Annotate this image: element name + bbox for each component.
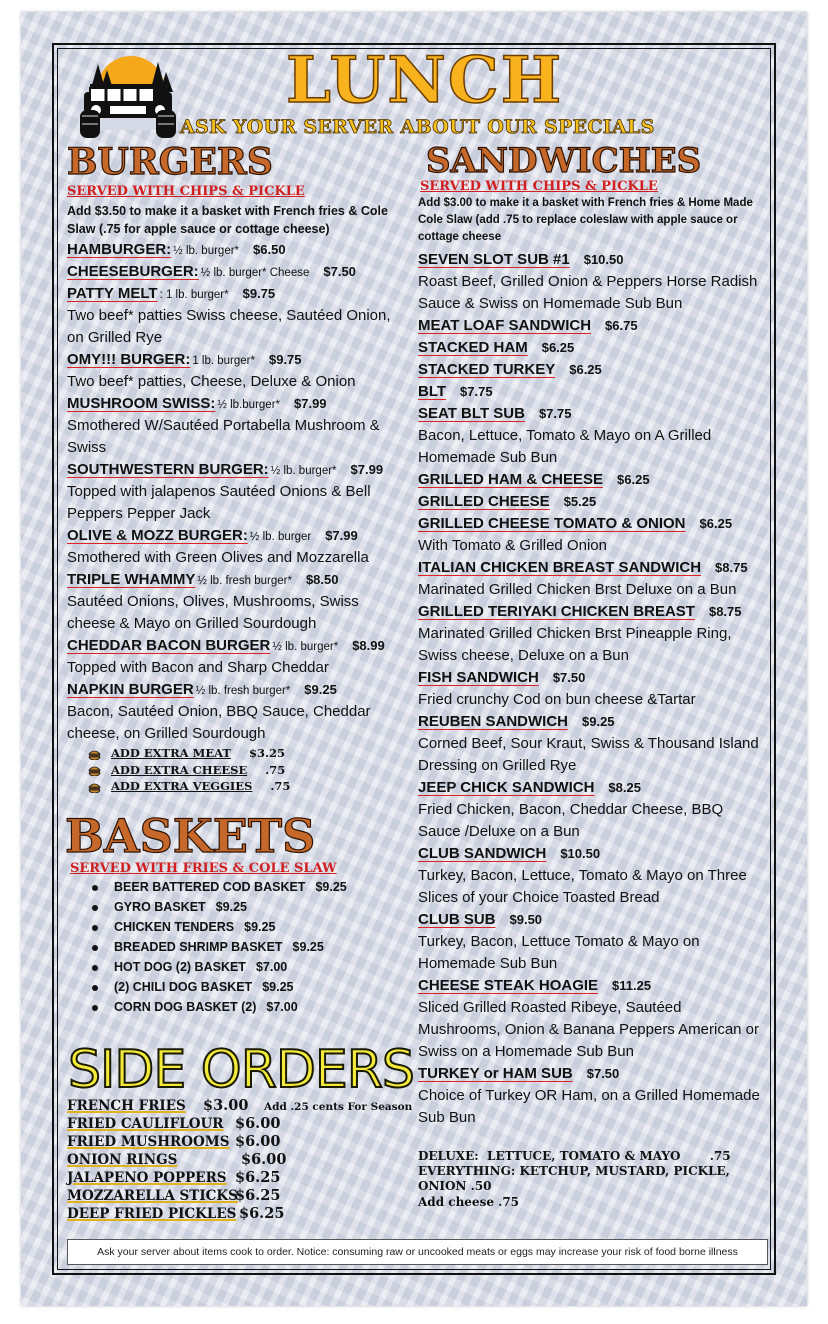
menu-item-header (67, 261, 409, 283)
menu-item (418, 249, 763, 315)
menu-item-size: ½ lb. burger* (173, 245, 240, 257)
extra-item-price: .75 (265, 762, 286, 777)
menu-item (418, 381, 763, 403)
side-item (67, 1151, 287, 1169)
menu-item-price: $8.99 (352, 638, 385, 653)
menu-item-header (418, 557, 763, 579)
menu-item-price: $6.25 (699, 516, 733, 531)
menu-item-header (418, 315, 763, 337)
side-item (67, 1205, 285, 1223)
menu-item-price: $11.25 (612, 978, 652, 993)
menu-item (418, 469, 763, 491)
menu-item (418, 601, 763, 667)
menu-item-price: $9.75 (268, 352, 302, 367)
menu-item (418, 843, 763, 909)
menu-item-description: Choice of Turkey OR Ham, on a Grilled Homemade Sub Bun (418, 1087, 760, 1126)
menu-item-name: TRIPLE WHAMMY (67, 571, 196, 588)
menu-item-name: HAMBURGER: (67, 241, 172, 258)
menu-item-description: Smothered W/Sautéed Portabella Mushroom & Swiss (67, 417, 380, 456)
basket-item-price: $9.25 (262, 980, 294, 994)
menu-item-size: ½ lb. burger* (270, 465, 337, 477)
bullet-icon (92, 985, 98, 991)
menu-item-price: $8.25 (608, 780, 641, 795)
side-item (67, 1097, 413, 1115)
menu-item-name: TURKEY or HAM SUB (418, 1065, 573, 1082)
menu-item-name: GRILLED CHEESE TOMATO & ONION (418, 515, 686, 532)
menu-item-size: ½ lb. burger* (272, 641, 339, 653)
menu-item-price: $8.50 (305, 572, 339, 587)
menu-item-name: CLUB SUB (418, 911, 496, 928)
jeep-sunset-logo-icon (76, 52, 182, 142)
menu-item-price: $7.50 (586, 1066, 620, 1081)
menu-item-header (67, 569, 409, 591)
basket-item (90, 877, 347, 897)
basket-item (90, 937, 347, 957)
basket-item-name: GYRO BASKET (114, 900, 206, 914)
bullet-icon (92, 945, 98, 951)
menu-item-name: GRILLED TERIYAKI CHICKEN BREAST (418, 603, 695, 620)
menu-item-header (418, 711, 763, 733)
basket-item-price: $7.00 (266, 1000, 298, 1014)
menu-item-description: Corned Beef, Sour Kraut, Swiss & Thousand Island Dressing on Grilled Rye (418, 735, 759, 774)
menu-item (418, 711, 763, 777)
bullet-icon (92, 885, 98, 891)
menu-item-price: $7.50 (552, 670, 586, 685)
baskets-list (90, 877, 347, 1017)
burgers-basket-note: Add $3.50 to make it a basket with French fries & Cole Slaw (.75 for apple sauce or cottage cheese) (67, 204, 388, 236)
side-orders-list (67, 1097, 413, 1223)
menu-item-header (418, 249, 763, 271)
basket-item-name: BEER BATTERED COD BASKET (114, 880, 306, 894)
bullet-icon (92, 925, 98, 931)
extra-item-price: .75 (270, 779, 291, 793)
menu-item (67, 569, 409, 635)
extra-item (88, 745, 290, 762)
extra-item-price: $3.25 (248, 746, 285, 760)
menu-item-header (418, 381, 763, 403)
add-cheese-line: Add cheese .75 (418, 1195, 520, 1209)
side-item-price: $3.00 (203, 1097, 249, 1114)
side-item-price: $6.00 (235, 1133, 281, 1150)
menu-item-header (418, 403, 763, 425)
menu-item (67, 349, 409, 393)
extra-item (88, 778, 290, 795)
menu-item-header (418, 601, 763, 623)
menu-item-header (67, 525, 409, 547)
basket-item-price: $7.00 (255, 960, 288, 974)
menu-item-description: Sliced Grilled Roasted Ribeye, Sautéed Mushrooms, Onion & Banana Peppers American or Swiss on a Homemade Sub Bun (418, 999, 760, 1060)
deluxe-note (418, 1149, 758, 1210)
menu-item-header (418, 777, 763, 799)
basket-item-name: CHICKEN TENDERS (114, 920, 235, 934)
menu-item (67, 393, 409, 459)
menu-item-price: $9.25 (304, 682, 337, 697)
menu-title: LUNCH (286, 43, 564, 118)
deluxe-line: DELUXE: LETTUCE, TOMATO & MAYO .75 (418, 1149, 731, 1163)
menu-item-description: Marinated Grilled Chicken Brst Deluxe on a Bun (418, 581, 737, 598)
sandwiches-basket-note: Add $3.00 to make it a basket with French fries & Home Made Cole Slaw (add .75 to replace coleslaw with apple sauce or cottage cheese (418, 197, 753, 243)
menu-item-name: OLIVE & MOZZ BURGER: (67, 527, 248, 544)
menu-item (418, 513, 763, 557)
menu-item (418, 557, 763, 601)
menu-item-price: $8.75 (708, 604, 742, 619)
basket-item-name: CORN DOG BASKET (2) (114, 1000, 257, 1014)
menu-item-description: Fried Chicken, Bacon, Cheddar Cheese, BBQ Sauce /Deluxe on a Bun (418, 801, 724, 840)
side-item (67, 1187, 281, 1205)
burgers-title: BURGERS (67, 141, 273, 183)
menu-item-header (67, 283, 409, 305)
burger-icon (88, 749, 101, 760)
menu-item-name: BLT (418, 383, 447, 400)
menu-item-name: JEEP CHICK SANDWICH (418, 779, 595, 796)
burgers-subtitle: SERVED WITH CHIPS & PICKLE (67, 184, 305, 199)
menu-item-description: Topped with Bacon and Sharp Cheddar (67, 659, 329, 676)
menu-item (67, 283, 409, 349)
burger-icon (88, 782, 101, 793)
menu-item-description: Two beef* patties Swiss cheese, Sautéed Onion, on Grilled Rye (67, 307, 391, 346)
menu-item (418, 975, 763, 1063)
menu-item-header (418, 337, 763, 359)
side-item-price: $6.25 (235, 1187, 281, 1204)
menu-item-description: Bacon, Sautéed Onion, BBQ Sauce, Cheddar cheese, on Grilled Sourdough (67, 703, 371, 742)
bullet-icon (92, 965, 98, 971)
menu-item-name: SOUTHWESTERN BURGER: (67, 461, 269, 478)
menu-item (418, 909, 763, 975)
menu-item-header (67, 349, 409, 371)
menu-item-description: Turkey, Bacon, Lettuce Tomato & Mayo on Homemade Sub Bun (418, 933, 700, 972)
menu-item (418, 777, 763, 843)
side-item (67, 1133, 281, 1151)
menu-item (67, 525, 409, 569)
menu-item-name: CHEDDAR BACON BURGER (67, 637, 271, 654)
menu-item (418, 1063, 763, 1129)
menu-item-price: $10.50 (560, 846, 601, 861)
menu-item (67, 261, 409, 283)
sandwiches-title: SANDWICHES (426, 141, 702, 181)
menu-item-size: ½ lb. fresh burger* (197, 575, 292, 587)
bullet-icon (92, 905, 98, 911)
side-item-price: $6.25 (235, 1169, 281, 1186)
side-item-name: ONION RINGS (67, 1152, 178, 1168)
menu-item-header (67, 679, 409, 701)
basket-item-price: $9.25 (244, 920, 276, 934)
burger-list (67, 239, 409, 745)
basket-item-name: BREADED SHRIMP BASKET (114, 940, 283, 954)
extra-item-label: ADD EXTRA VEGGIES (111, 779, 253, 793)
basket-item (90, 957, 347, 977)
menu-item-name: GRILLED CHEESE (418, 493, 550, 510)
basket-item (90, 917, 347, 937)
side-item-price: $6.25 (239, 1205, 285, 1222)
menu-item-description: Roast Beef, Grilled Onion & Peppers Horse Radish Sauce & Swiss on Homemade Sub Bun (418, 273, 758, 312)
menu-item-header (418, 491, 763, 513)
menu-item-name: MUSHROOM SWISS: (67, 395, 216, 412)
everything-line: EVERYTHING: KETCHUP, MUSTARD, PICKLE, ONION .50 (418, 1164, 730, 1193)
sandwich-list (418, 249, 763, 1129)
menu-item-header (418, 359, 763, 381)
menu-item-name: CHEESEBURGER: (67, 263, 199, 280)
side-item-name: FRIED MUSHROOMS (67, 1134, 230, 1150)
menu-item-name: SEAT BLT SUB (418, 405, 525, 422)
menu-item-name: REUBEN SANDWICH (418, 713, 568, 730)
menu-item (67, 239, 409, 261)
menu-item-price: $9.75 (242, 286, 276, 301)
menu-item-name: NAPKIN BURGER (67, 681, 194, 698)
menu-item-price: $7.75 (538, 406, 572, 421)
menu-item-price: $9.50 (509, 912, 543, 927)
menu-item-price: $10.50 (583, 252, 624, 267)
food-safety-notice: Ask your server about items cook to order. Notice: consuming raw or uncooked meats or eggs may increase your risk of food borne illness (67, 1239, 768, 1265)
basket-item-name: HOT DOG (2) BASKET (114, 960, 246, 974)
side-item-note: Add .25 cents For Season (264, 1101, 413, 1113)
menu-item-header (418, 513, 763, 535)
menu-item-header (67, 459, 409, 481)
menu-item-price: $6.25 (569, 362, 602, 377)
menu-item-name: CHEESE STEAK HOAGIE (418, 977, 599, 994)
menu-item-price: $6.25 (617, 472, 650, 487)
extra-item-label: ADD EXTRA MEAT (111, 746, 231, 760)
menu-item-size: : 1 lb. burger* (159, 289, 229, 301)
menu-item-size: ½ lb. fresh burger* (195, 685, 291, 697)
menu-item (67, 459, 409, 525)
menu-item-description: Sautéed Onions, Olives, Mushrooms, Swiss cheese & Mayo on Grilled Sourdough (67, 593, 359, 632)
bullet-icon (92, 1005, 98, 1011)
side-item-name: FRENCH FRIES (67, 1098, 186, 1114)
side-orders-title: SIDE ORDERS (68, 1040, 414, 1100)
menu-item-price: $8.75 (715, 560, 748, 575)
burger-icon (88, 765, 101, 776)
menu-item-name: GRILLED HAM & CHEESE (418, 471, 604, 488)
side-item (67, 1169, 281, 1187)
menu-item (418, 315, 763, 337)
menu-item-description: Bacon, Lettuce, Tomato & Mayo on A Grilled Homemade Sub Bun (418, 427, 712, 466)
menu-item-name: STACKED TURKEY (418, 361, 556, 378)
menu-item-header (418, 469, 763, 491)
side-item-name: FRIED CAULIFLOUR (67, 1116, 224, 1132)
menu-item-header (67, 239, 409, 261)
baskets-subtitle: SERVED WITH FRIES & COLE SLAW (70, 861, 337, 876)
basket-item-price: $9.25 (215, 900, 247, 914)
burger-extras (88, 745, 290, 795)
basket-item (90, 897, 347, 917)
menu-item-price: $7.50 (323, 264, 356, 279)
menu-item-name: ITALIAN CHICKEN BREAST SANDWICH (418, 559, 702, 576)
menu-item (67, 635, 409, 679)
menu-item-description: Turkey, Bacon, Lettuce, Tomato & Mayo on Three Slices of your Choice Toasted Bread (418, 867, 747, 906)
menu-item-description: With Tomato & Grilled Onion (418, 537, 607, 554)
menu-item-price: $7.75 (460, 384, 493, 399)
menu-item-price: $9.25 (582, 714, 615, 729)
menu-item-description: Topped with jalapenos Sautéed Onions & Bell Peppers Pepper Jack (67, 483, 371, 522)
basket-item-price: $9.25 (292, 940, 324, 954)
menu-item-price: $7.99 (294, 396, 327, 411)
menu-item (418, 359, 763, 381)
menu-item-header (418, 843, 763, 865)
menu-item-size: ½ lb. burger (249, 531, 312, 543)
side-item-price: $6.00 (241, 1151, 287, 1168)
menu-item-name: SEVEN SLOT SUB #1 (418, 251, 570, 268)
menu-item (418, 337, 763, 359)
extra-item (88, 762, 290, 779)
menu-item-name: FISH SANDWICH (418, 669, 539, 686)
menu-item-size: ½ lb.burger* (217, 399, 280, 411)
menu-item-name: STACKED HAM (418, 339, 528, 356)
menu-item-header (67, 635, 409, 657)
menu-item-price: $5.25 (563, 494, 597, 509)
menu-item-size: ½ lb. burger* Cheese (200, 267, 310, 279)
basket-item-name: (2) CHILI DOG BASKET (114, 980, 253, 994)
menu-item-header (418, 667, 763, 689)
side-item-name: MOZZARELLA STICKS (67, 1188, 238, 1204)
side-item (67, 1115, 281, 1133)
menu-item-name: MEAT LOAF SANDWICH (418, 317, 592, 334)
extra-item-label: ADD EXTRA CHEESE (111, 762, 248, 777)
basket-item-price: $9.25 (315, 880, 347, 894)
side-item-name: DEEP FRIED PICKLES (67, 1206, 237, 1222)
menu-item-description: Marinated Grilled Chicken Brst Pineapple Ring, Swiss cheese, Deluxe on a Bun (418, 625, 732, 664)
menu-item-price: $7.99 (350, 462, 384, 477)
menu-item (418, 667, 763, 711)
menu-item-size: 1 lb. burger* (192, 355, 255, 367)
menu-item (418, 491, 763, 513)
menu-item (67, 679, 409, 745)
side-item-price: $6.00 (235, 1115, 281, 1132)
menu-item-price: $6.50 (253, 242, 286, 257)
menu-item-description: Two beef* patties, Cheese, Deluxe & Onion (67, 373, 356, 390)
menu-item (418, 403, 763, 469)
menu-item-header (418, 975, 763, 997)
menu-item-name: PATTY MELT (67, 285, 158, 302)
menu-item-header (67, 393, 409, 415)
menu-item-price: $6.25 (541, 340, 575, 355)
menu-item-header (418, 1063, 763, 1085)
menu-item-price: $7.99 (325, 528, 358, 543)
menu-item-name: OMY!!! BURGER: (67, 351, 191, 368)
menu-item-description: Smothered with Green Olives and Mozzarella (67, 549, 369, 566)
menu-item-header (418, 909, 763, 931)
menu-item-name: CLUB SANDWICH (418, 845, 547, 862)
specials-banner: ASK YOUR SERVER ABOUT OUR SPECIALS (180, 116, 655, 138)
basket-item (90, 997, 347, 1017)
basket-item (90, 977, 347, 997)
menu-item-description: Fried crunchy Cod on bun cheese &Tartar (418, 691, 696, 708)
menu-item-price: $6.75 (605, 318, 638, 333)
side-item-name: JALAPENO POPPERS (67, 1170, 227, 1186)
sandwiches-subtitle: SERVED WITH CHIPS & PICKLE (420, 179, 658, 194)
baskets-title: BASKETS (65, 809, 316, 863)
